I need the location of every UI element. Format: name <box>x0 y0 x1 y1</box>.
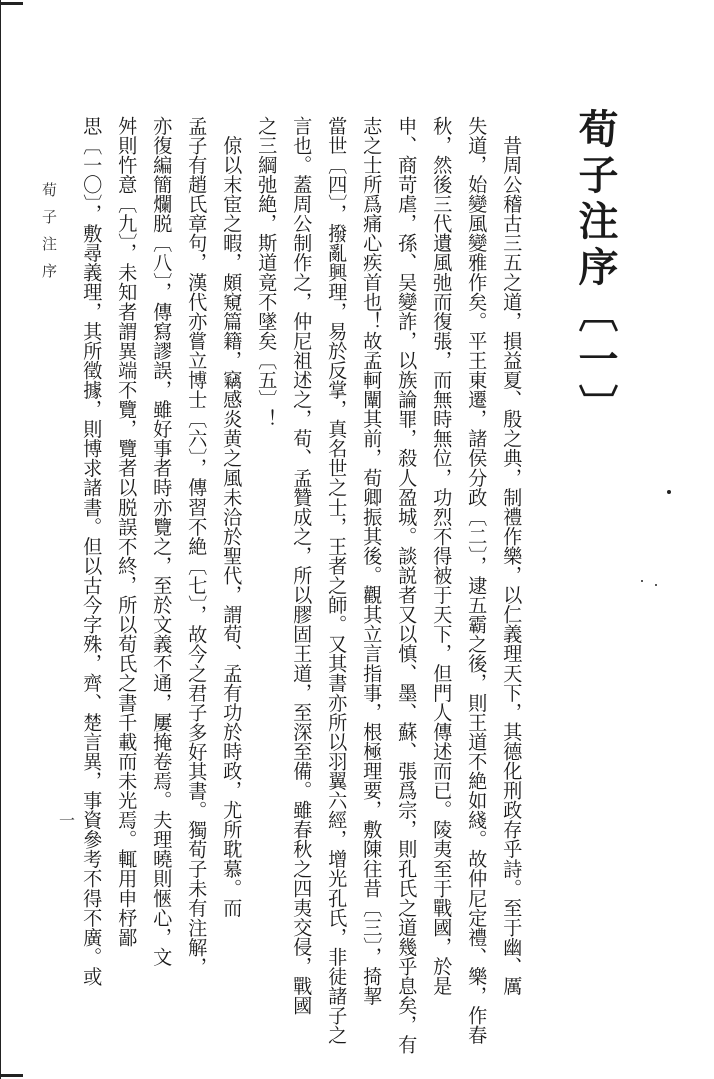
text-column: 之三綱弛絶，斯道竟不墜矣〔五〕！ <box>255 116 279 429</box>
page-number: 一 <box>59 811 76 830</box>
text-column: 言也。蓋周公制作之，仲尼祖述之，荀、孟贊成之，所以膠固王道，至深至備。雖春秋之四夷交侵，戰國 <box>290 116 314 1016</box>
page-title: 荀子注序〔一〕 <box>572 108 619 430</box>
text-column: 舛則忤意〔九〕，未知者謂異端不覽，覽者以脱誤不終，所以荀氏之書千載而未光焉。輒用申杼鄙 <box>115 116 139 948</box>
text-column: 亦復編簡爛脱〔八〕，傳寫謬誤，雖好事者時亦覽之，至於文義不通，屢掩卷焉。夫理曉則愜心，文 <box>150 116 174 967</box>
scan-speck <box>641 580 643 582</box>
text-column: 倞以末宦之暇，頗窺篇籍，竊感炎黄之風未洽於聖代，謂荀、孟有功於時政，尤所耽慕。而 <box>220 116 244 918</box>
text-column: 申、商苛虐，孫、吴變詐，以族論罪，殺人盈城。談説者又以慎、墨、蘇、張爲宗，則孔氏之道幾乎息矣，有 <box>395 116 419 1055</box>
corner-mark-top <box>1 2 23 5</box>
text-column: 志之士所爲痛心疾首也！故孟軻闡其前，荀卿振其後。觀其立言指事，根極理要，敷陳往昔〔三〕，掎挈 <box>360 116 384 1006</box>
text-column: 思〔一〇〕，敷尋義理，其所徵據，則博求諸書。但以古今字殊，齊、楚言異，事資參考不得不廣。或 <box>80 116 104 987</box>
text-column: 孟子有趙氏章句，漢代亦嘗立博士〔六〕，傳習不絶〔七〕，故今之君子多好其書。獨荀子未有注解， <box>185 116 209 977</box>
scan-speck <box>667 490 671 494</box>
text-column: 當世〔四〕，撥亂興理，易於反掌，真名世之士，王者之師。又其書亦所以羽翼六經，增光孔氏，非徒諸子之 <box>325 116 349 1045</box>
text-column: 秋，然後三代遺風弛而復張，而無時無位，功烈不得被于天下，但門人傳述而已。陵夷至于戰國，於是 <box>430 116 454 996</box>
scan-speck <box>655 584 657 586</box>
corner-mark-bottom <box>1 1074 23 1077</box>
running-head: 荀子注序 <box>40 182 58 290</box>
text-column: 昔周公稽古三五之道，損益夏、殷之典，制禮作樂，以仁義理天下，其德化刑政存乎詩。至于幽、厲 <box>500 116 524 996</box>
text-column: 失道，始變風變雅作矣。平王東遷，諸侯分政〔二〕，逮五霸之後，則王道不絶如綫。故仲尼定禮、樂，作春 <box>465 116 489 1045</box>
